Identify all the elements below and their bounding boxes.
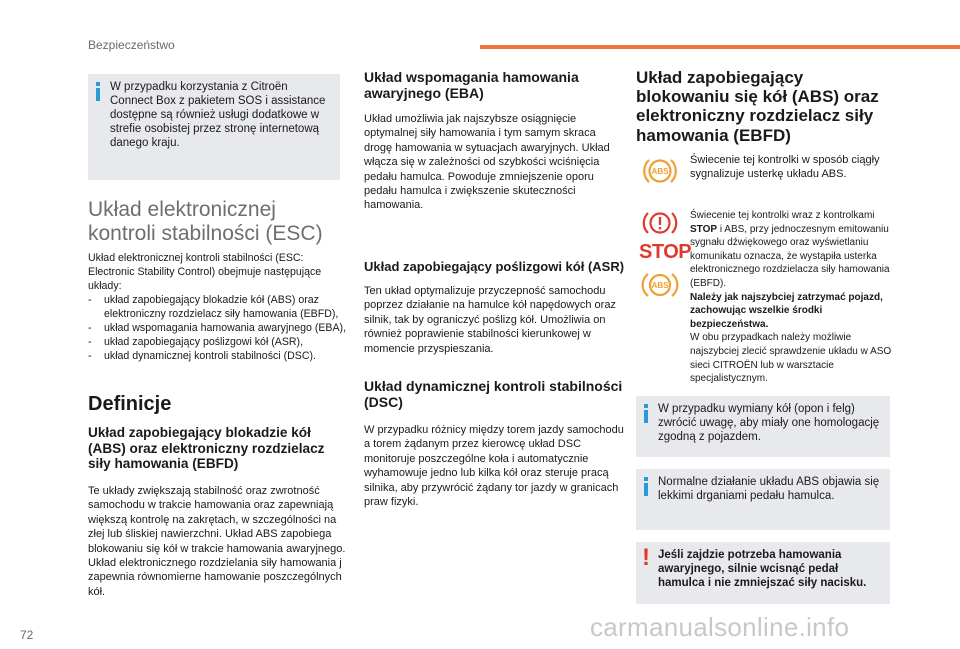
abs-warning-light-icon-2 [640,268,680,302]
abs-icon-label: ABS [651,167,669,176]
light2-text-c: W obu przypadkach należy możliwie najszybciej zlecić sprawdzenie układu w ASO sieci CITROËN lub w warsztacie specjalistycznym. [690,332,892,385]
info-note-wheels [636,396,890,457]
warning-note-emergency-braking [636,542,890,604]
light2-stop: STOP [690,223,718,235]
list-item: - układ wspomagania hamowania awaryjnego (EBA), [88,321,350,335]
esc-list [88,293,350,363]
exclamation-icon: ! [642,544,650,571]
info-note-text: W przypadku wymiany kół (opon i felg) zwrócić uwagę, aby miały one homologację zgodną z pojazdem. [658,403,880,443]
info-icon [96,82,100,101]
esc-intro: Układ elektronicznej kontroli stabilności (ESC: Electronic Stability Control) obejmuje następujące układy: [88,252,322,292]
list-item: - układ dynamicznej kontroli stabilności (DSC). [88,349,350,363]
info-icon [644,404,648,423]
info-note-text: Normalne działanie układu ABS objawia się lekkimi drganiami pedału hamulca. [658,476,880,502]
page-number: 72 [20,628,34,642]
esc-title [88,198,348,246]
abs-warning-light-icon [640,152,680,190]
warning-note-text: Jeśli zajdzie potrzeba hamowania awaryjnego, silnie wcisnąć pedał hamulca i nie zmniejszać siły nacisku. [658,549,867,589]
abs-icon-label: ABS [651,281,669,290]
watermark: carmanualsonline.info [590,612,850,642]
asr-title: Układ zapobiegający poślizgowi kół (ASR) [364,259,625,274]
eba-text: Układ umożliwia jak najszybsze osiągnięcie optymalnej siły hamowania i tym samym skraca drogę hamowania w sytuacjach awaryjnych. Układ włącza się w zależności od szybkości wciśnięcia pedału hamulca. Powoduje zmniejszenie oporu pedału hamulca i zwiększenie skuteczności hamowania. [364,113,610,212]
list-item: - układ zapobiegający poślizgowi kół (ASR), [88,335,350,349]
info-note-text: W przypadku korzystania z Citroën Connect Box z pakietem SOS i assistance dostępne są również usługi dodatkowe w strefie osobistej przez stronę internetową danego kraju. [110,81,326,149]
light2-bold: Należy jak najszybciej zatrzymać pojazd, zachowując wszelkie środki bezpieczeństwa. [690,291,883,330]
esc-body [88,251,350,363]
esc-title-line2: kontroli stabilności (ESC) [88,222,323,245]
section-label: Bezpieczeństwo [88,38,175,52]
asr-text: Ten układ optymalizuje przyczepność samochodu poprzez działanie na hamulce kół napędowych oraz silnik, tak by ograniczyć poślizg kół. Umożliwia on również poprawienie stabilności kierunkowej w momencie przyspieszania. [364,285,616,355]
light2-text-a: Świecenie tej kontrolki wraz z kontrolkami [690,210,875,221]
info-icon [644,477,648,496]
list-item: - układ zapobiegający blokadzie kół (ABS) oraz elektroniczny rozdzielacz siły hamowania (EBFD), [88,293,350,321]
abs-definition-text: Te układy zwiększają stabilność oraz zwrotność samochodu w trakcie hamowania oraz zapewniają większą kontrolę na zakrętach, w szczególności na złej lub śliskiej nawierzchni. Układ ABS zapobiega blokowaniu się kół w trakcie hamowania awaryjnego. Układ elektronicznego rozdzielania siły hamowania j zapewnia równomierne hamowanie poszczególnych kół. [88,485,346,598]
abs-ebfd-title: Układ zapobiegający blokowaniu się kół (ABS) oraz elektroniczny rozdzielacz siły hamowania (EBFD) [636,68,879,145]
light1-text: Świecenie tej kontrolki w sposób ciągły sygnalizuje usterkę układu ABS. [690,154,880,181]
esc-title-line1: Układ elektronicznej [88,198,276,221]
eba-title: Układ wspomagania hamowania awaryjnego (EBA) [364,69,579,101]
info-note-abs-vibration [636,469,890,530]
definitions-title: Definicje [88,393,172,415]
info-note-connect-box [88,74,340,180]
light2-text [690,209,896,386]
dsc-text: W przypadku różnicy między torem jazdy samochodu a torem żądanym przez kierowcę układ DSC monitoruje poszczególne koła i automatycznie wyhamowuje jedno lub kilka kół oraz steruje pracą silnika, aby przywrócić żądany tor jazdy w granicach praw fizyki. [364,424,624,509]
stop-icon: STOP [639,241,692,263]
header-accent-bar [480,45,960,49]
abs-definition-title: Układ zapobiegający blokadzie kół (ABS) oraz elektroniczny rozdzielacz siły hamowania (EBFD) [88,425,325,472]
light2-text-b: i ABS, przy jednoczesnym emitowaniu sygnału dźwiękowego oraz wyświetlaniu komunikatu oznacza, że wystąpiła usterka elektronicznego rozdzielacza siły hamowania (EBFD). [690,223,890,289]
dsc-title: Układ dynamicznej kontroli stabilności (DSC) [364,378,623,410]
brake-warning-icon [640,208,680,238]
